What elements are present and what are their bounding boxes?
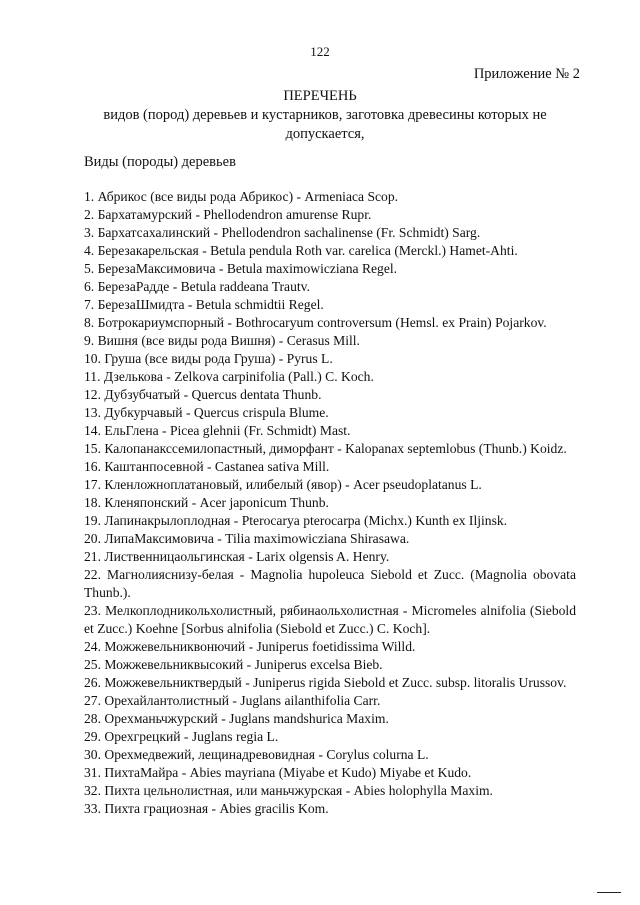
list-item: 11. Дзелькова - Zelkova carpinifolia (Pall.) C. Koch. xyxy=(84,369,374,384)
appendix-label: Приложение № 2 xyxy=(473,66,580,82)
section-heading: Виды (породы) деревьев xyxy=(84,154,236,170)
document-subtitle: видов (пород) деревьев и кустарников, заготовка древесины которых не допускается, xyxy=(103,107,547,142)
list-item: 16. Каштанпосевной - Castanea sativa Mill. xyxy=(84,459,330,474)
list-item: 18. Кленяпонский - Acer japonicum Thunb. xyxy=(84,495,329,510)
list-item: 3. Бархатсахалинский - Phellodendron sachalinense (Fr. Schmidt) Sarg. xyxy=(84,225,481,240)
list-item: 14. ЕльГлена - Picea glehnii (Fr. Schmidt) Mast. xyxy=(84,423,351,438)
list-item: 1. Абрикос (все виды рода Абрикос) - Armeniaca Scop. xyxy=(84,189,399,204)
page-number: 122 xyxy=(310,44,330,59)
list-item: 15. Калопанакссемилопастный, диморфант - Kalopanax septemlobus (Thunb.) Koidz. xyxy=(84,441,567,456)
list-item: 7. БерезаШмидта - Betula schmidtii Regel. xyxy=(84,297,324,312)
list-item: 2. Бархатамурский - Phellodendron amurense Rupr. xyxy=(84,207,372,222)
list-item: 21. Лиственницаольгинская - Larix olgensis A. Henry. xyxy=(84,549,390,564)
list-item: 29. Орехгрецкий - Juglans regia L. xyxy=(84,729,279,744)
list-item: 17. Кленложноплатановый, илибелый (явор) - Acer pseudoplatanus L. xyxy=(84,477,482,492)
list-item: 6. БерезаРадде - Betula raddeana Trautv. xyxy=(84,279,310,294)
list-item: 24. Можжевельниквонючий - Juniperus foetidissima Willd. xyxy=(84,639,416,654)
list-item: 25. Можжевельниквысокий - Juniperus excelsa Bieb. xyxy=(84,657,383,672)
list-item: 19. Лапинакрылоплодная - Pterocarya pterocarpa (Michx.) Kunth ex Iljinsk. xyxy=(84,513,508,528)
list-item: 30. Орехмедвежий, лещинадревовидная - Corylus colurna L. xyxy=(84,747,429,762)
page-edge-mark xyxy=(597,892,621,893)
list-item: 28. Ореxманьчжурский - Juglans mandshurica Maxim. xyxy=(84,711,389,726)
list-item: 12. Дубзубчатый - Quercus dentata Thunb. xyxy=(84,387,322,402)
list-item: 13. Дубкурчавый - Quercus crispula Blume. xyxy=(84,405,329,420)
list-item: 5. БерезаМаксимовича - Betula maximowicziana Regel. xyxy=(84,261,398,276)
list-item: 23. Мелкоплодникольхолистный, рябинаольхолистная - Micromeles alnifolia (Siebold et Zucc.) Koehne [Sorbus alnifolia (Siebold et Zucc.) C. Koch]. xyxy=(84,603,576,636)
list-item: 31. ПихтаМайра - Abies mayriana (Miyabe et Kudo) Miyabe et Kudo. xyxy=(84,765,472,780)
list-item: 10. Груша (все виды рода Груша) - Pyrus L. xyxy=(84,351,333,366)
list-item: 33. Пихта грациозная - Abies gracilis Kom. xyxy=(84,801,329,816)
list-item: 20. ЛипаМаксимовича - Tilia maximowicziana Shirasawa. xyxy=(84,531,410,546)
list-item: 26. Можжевельниктвердый - Juniperus rigida Siebold et Zucc. subsp. litoralis Urussov. xyxy=(84,675,567,690)
list-item: 32. Пихта цельнолистная, или маньчжурская - Abies holophylla Maxim. xyxy=(84,783,493,798)
species-list xyxy=(84,188,576,818)
list-item: 27. Орехайлантолистный - Juglans ailanthifolia Carr. xyxy=(84,693,381,708)
document-title: ПЕРЕЧЕНЬ xyxy=(283,88,357,104)
list-item: 9. Вишня (все виды рода Вишня) - Cerasus Mill. xyxy=(84,333,360,348)
list-item: 8. Ботрокариумспорный - Bothrocaryum controversum (Hemsl. ex Prain) Pojarkov. xyxy=(84,315,547,330)
list-item: 4. Березакарельская - Betula pendula Roth var. carelica (Merckl.) Hamet-Ahti. xyxy=(84,243,518,258)
list-item: 22. Магнолияснизу-белая - Magnolia hupoleuca Siebold et Zucc. (Magnolia obovata Thunb.). xyxy=(84,567,576,600)
